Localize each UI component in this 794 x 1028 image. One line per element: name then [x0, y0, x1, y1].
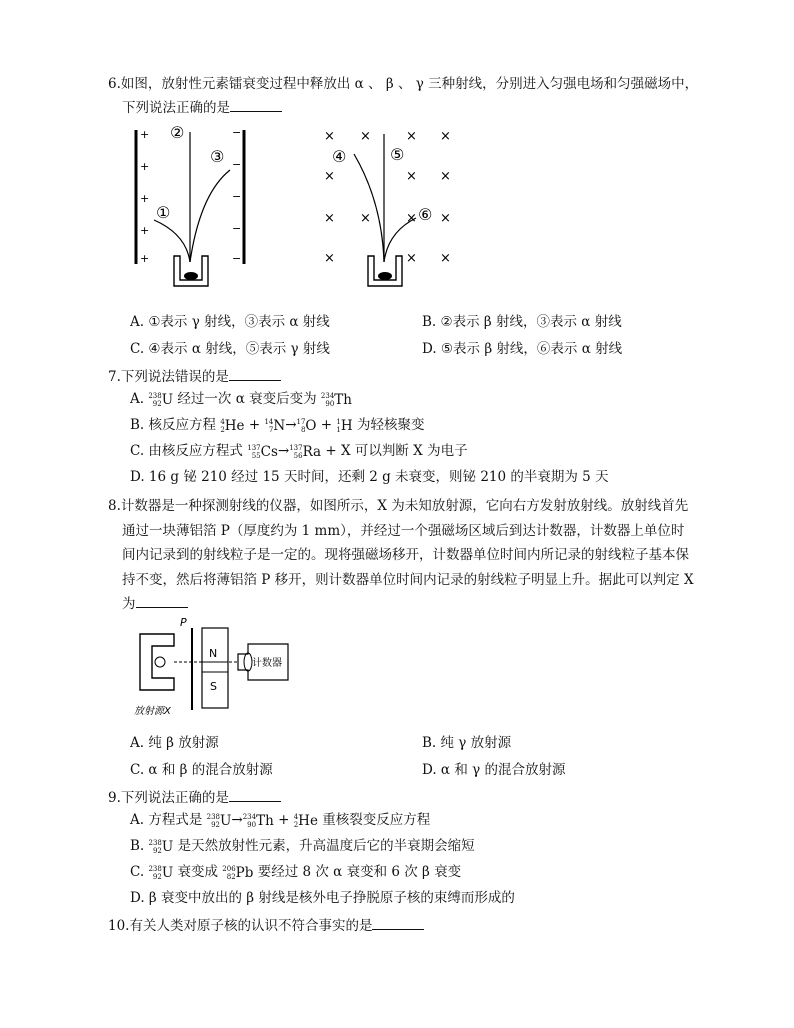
- source-label: 放射源X: [134, 706, 171, 717]
- answer-blank: [136, 593, 188, 608]
- foil-label: P: [180, 616, 187, 629]
- svg-text:×: ×: [406, 169, 417, 184]
- minus-sign: −: [232, 126, 242, 139]
- svg-text:×: ×: [406, 211, 417, 226]
- q6-option-b[interactable]: B. ②表示 β 射线，③表示 α 射线: [422, 314, 622, 330]
- label-2: ②: [170, 123, 185, 142]
- minus-sign: −: [232, 190, 242, 203]
- label-3: ③: [210, 147, 225, 166]
- question-6-stem: 6.如图，放射性元素镭衰变过程中释放出 α 、 β 、 γ 三种射线，分别进入匀强电场和匀强磁场中， 下列说法正确的是: [108, 76, 699, 116]
- q7-option-a[interactable]: A. 238 92 U 经过一次 α 衰变后变为 234 90 Th: [130, 391, 352, 408]
- label-6: ⑥: [418, 205, 433, 224]
- answer-blank: [229, 787, 281, 802]
- q8-option-c[interactable]: C. α 和 β 的混合放射源: [130, 762, 273, 778]
- q8-option-a[interactable]: A. 纯 β 放射源: [130, 735, 219, 751]
- north-pole-label: N: [209, 647, 218, 660]
- q8-option-b[interactable]: B. 纯 γ 放射源: [422, 735, 512, 751]
- svg-text:×: ×: [440, 169, 451, 184]
- q6-option-c[interactable]: C. ④表示 α 射线，⑤表示 γ 射线: [130, 341, 330, 357]
- source-container: [140, 634, 174, 690]
- plus-sign: +: [140, 252, 150, 265]
- plus-sign: +: [140, 128, 150, 141]
- answer-blank: [230, 97, 282, 112]
- svg-text:×: ×: [360, 211, 371, 226]
- q7-option-b[interactable]: B. 核反应方程 4 2 He + 14 7 N→ 17 8 O + 1 1 H 为轻核聚变: [130, 417, 425, 434]
- minus-sign: −: [232, 252, 242, 265]
- q7-option-d[interactable]: D. 16 g 铋 210 经过 15 天时间，还剩 2 g 未衰变，则铋 210 的半衰期为 5 天: [130, 469, 609, 485]
- ray-1: [154, 220, 190, 262]
- svg-text:×: ×: [406, 251, 417, 266]
- counter-label: 计数器: [252, 658, 282, 669]
- question-8-stem: 8.计数器是一种探测射线的仪器，如图所示，X 为未知放射源，它向右方发射放射线。放射线首先 通过一块薄铝箔 P（厚度约为 1 mm），并经过一个强磁场区域后到达计数器，计数器上单位时 间内记录到的射线粒子是一定的。现将强磁场移开，计数器单位时间内所记录的射线粒子基本保 持不变，然后将薄铝箔 P 移开，则计数器单位时间内记录的射线粒子明显上升。据此可以判定 X 为: [108, 498, 694, 612]
- q8-option-d[interactable]: D. α 和 γ 的混合放射源: [422, 762, 566, 778]
- radium-container: [174, 256, 208, 286]
- figure-counter-apparatus: [130, 614, 300, 724]
- svg-text:×: ×: [324, 169, 335, 184]
- svg-text:×: ×: [360, 129, 371, 144]
- plus-sign: +: [140, 224, 150, 237]
- svg-text:×: ×: [324, 251, 335, 266]
- q6-option-d[interactable]: D. ⑤表示 β 射线，⑥表示 α 射线: [422, 341, 623, 357]
- q6-option-a[interactable]: A. ①表示 γ 射线，③表示 α 射线: [130, 314, 330, 330]
- minus-sign: −: [232, 158, 242, 171]
- answer-blank: [229, 366, 281, 381]
- radium-source: [378, 272, 392, 280]
- q9-option-c[interactable]: C. 238 92 U 衰变成 206 82 Pb 要经过 8 次 α 衰变和 6 次 β 衰变: [130, 864, 462, 881]
- plus-sign: +: [140, 160, 150, 173]
- question-9-stem: 9.下列说法正确的是: [108, 786, 708, 810]
- svg-text:×: ×: [324, 129, 335, 144]
- radium-source: [184, 272, 198, 280]
- plus-sign: +: [140, 192, 150, 205]
- radium-container: [368, 256, 402, 286]
- label-5: ⑤: [390, 145, 405, 164]
- ray-3: [190, 170, 230, 262]
- radioactive-source: [155, 657, 165, 667]
- answer-blank: [372, 915, 424, 930]
- q9-option-d[interactable]: D. β 衰变中放出的 β 射线是核外电子挣脱原子核的束缚而形成的: [130, 890, 515, 906]
- q9-option-b[interactable]: B. 238 92 U 是天然放射性元素，升高温度后它的半衰期会缩短: [130, 838, 475, 855]
- minus-sign: −: [232, 222, 242, 235]
- ray-4: [354, 154, 384, 262]
- question-7-stem: 7.下列说法错误的是: [108, 365, 708, 389]
- svg-text:×: ×: [406, 129, 417, 144]
- nuclide-u238: 238 92 U: [148, 391, 174, 408]
- figure-electric-magnetic-field: [126, 122, 466, 294]
- svg-text:×: ×: [440, 251, 451, 266]
- nuclide-th234: 234 90 Th: [320, 391, 352, 408]
- q7-option-c[interactable]: C. 由核反应方程式 137 55 Cs→ 137 56 Ra + X 可以判断 X 为电子: [130, 443, 468, 460]
- question-10-stem: 10.有关人类对原子核的认识不符合事实的是: [108, 914, 708, 938]
- magnet-frame: [202, 628, 228, 708]
- svg-text:×: ×: [440, 211, 451, 226]
- label-4: ④: [332, 147, 347, 166]
- svg-text:×: ×: [324, 211, 335, 226]
- q9-option-a[interactable]: A. 方程式是 238 92 U→ 234 90 Th + 4 2 He 重核裂变反应方程: [130, 812, 431, 829]
- svg-text:×: ×: [440, 129, 451, 144]
- label-1: ①: [156, 203, 171, 222]
- south-pole-label: S: [210, 680, 217, 693]
